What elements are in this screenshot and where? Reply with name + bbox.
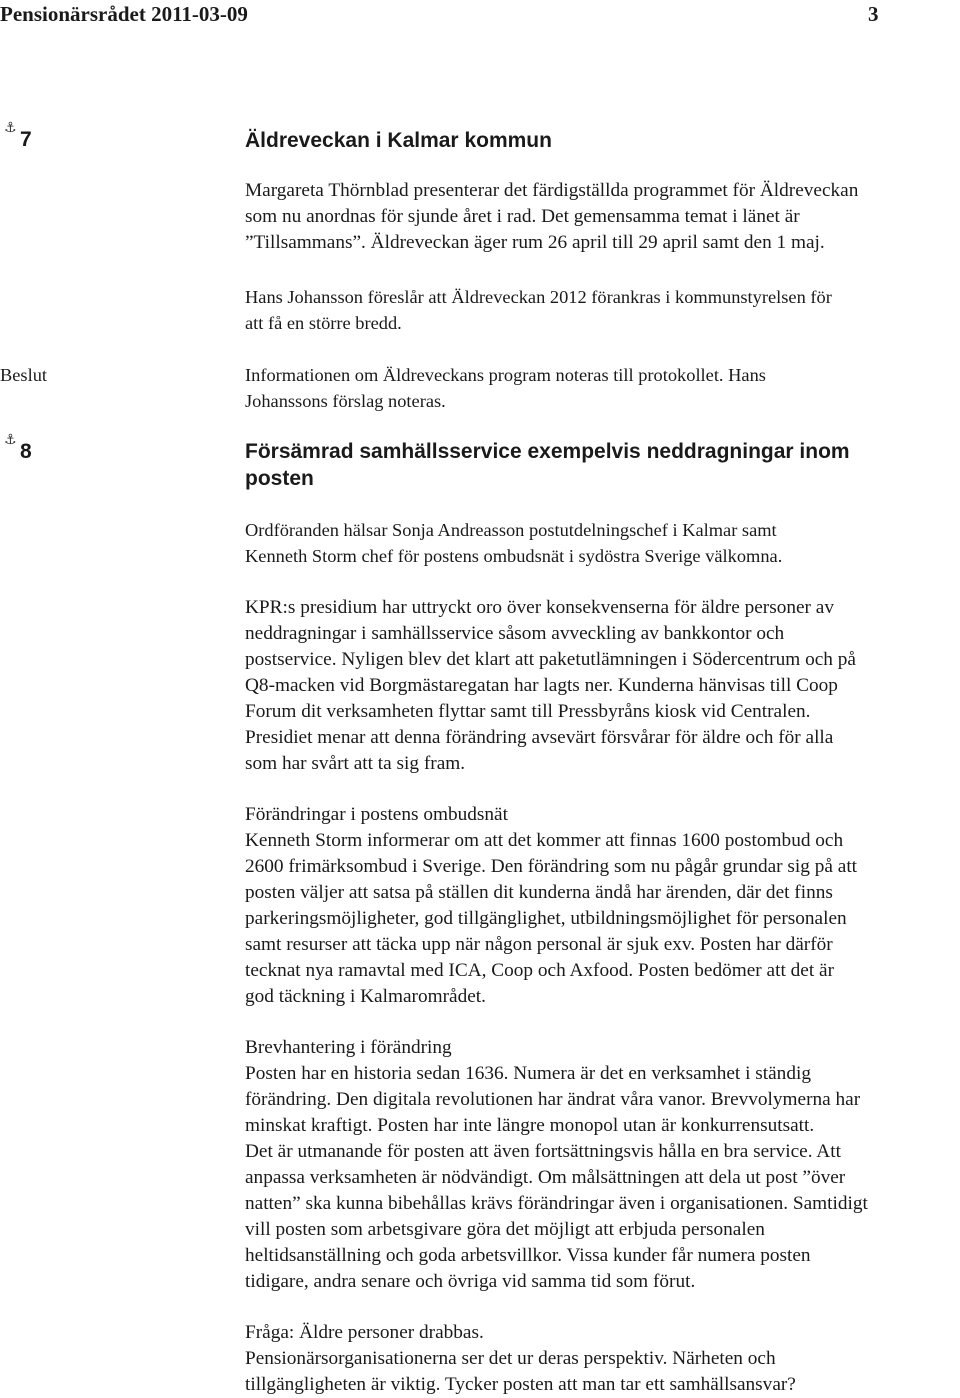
section8-paragraph-2: KPR:s presidium har uttryckt oro över konsekvenserna för äldre personer av neddragningar i samhällsservice såsom avveckling av bankkontor och postservice. Nyligen blev det klart att paketutlämningen i Södercentrum och på Q8-macken vid Borgmästaregatan har lagts ner. Kunderna hänvisas till Coop Forum dit verksamheten flyttar samt till Pressbyråns kiosk vid Centralen. Presidiet menar att denna förändring avsevärt försvårar för äldre och för alla som har svårt att ta sig fram. xyxy=(245,597,856,774)
section7-paragraph-2: Hans Johansson föreslår att Äldreveckan 2012 förankras i kommunstyrelsen för att få en större bredd. xyxy=(245,287,832,333)
subheading: Brevhantering i förändring xyxy=(245,1037,452,1058)
section-title: Äldreveckan i Kalmar kommun xyxy=(245,129,552,152)
section-number: 7 xyxy=(20,128,32,151)
section8-paragraph-5: Fråga: Äldre personer drabbas. Pensionärsorganisationerna ser det ur deras perspektiv. Närheten och tillgängligheten är viktig. Tycker posten att man tar ett samhällsansvar? xyxy=(245,1322,796,1395)
header-title: Pensionärsrådet 2011-03-09 xyxy=(0,2,248,26)
page-number: 3 xyxy=(868,2,879,26)
page-header xyxy=(0,0,960,36)
section8-paragraph-4: Brevhantering i förändring Posten har en historia sedan 1636. Numera är det en verksamhet i ständig förändring. Den digitala revolutionen har ändrat våra vanor. Brevvolymerna har minskat kraftigt. Posten har inte längre monopol utan är konkurrensutsatt. Det är utmanande för posten att även fortsättningsvis hålla en bra service. Att anpassa verksamheten är nödvändigt. Om målsättningen att dela ut post ”över natten” ska kunna bibehållas krävs förändringar även i organisationen. Samtidigt vill posten som arbetsgivare göra det möjligt att erbjuda personalen heltidsanställning och goda arbetsvillkor. Vissa kunder får numera posten tidigare, andra senare och övriga vid samma tid som förut. xyxy=(245,1035,960,1295)
beslut-label: Beslut xyxy=(0,365,48,385)
section-title: Försämrad samhällsservice exempelvis neddragningar inom posten xyxy=(245,440,850,490)
section-number: 8 xyxy=(20,440,32,463)
beslut-text: Informationen om Äldreveckans program noteras till protokollet. Hans Johanssons förslag noteras. xyxy=(245,365,766,411)
subheading: Förändringar i postens ombudsnät xyxy=(245,804,508,825)
section8-paragraph-1: Ordföranden hälsar Sonja Andreasson postutdelningschef i Kalmar samt Kenneth Storm chef för postens ombudsnät i sydöstra Sverige välkomna. xyxy=(245,520,783,566)
section7-paragraph-1: Margareta Thörnblad presenterar det färdigställda programmet för Äldreveckan som nu anordnas för sjunde året i rad. Det gemensamma temat i länet är ”Tillsammans”. Äldreveckan äger rum 26 april till 29 april samt den 1 maj. xyxy=(245,180,859,253)
anchor-icon: ⚓︎ xyxy=(4,432,17,448)
anchor-icon: ⚓︎ xyxy=(4,120,17,136)
section8-paragraph-3: Förändringar i postens ombudsnät Kenneth Storm informerar om att det kommer att finnas 1600 postombud och 2600 frimärksombud i Sverige. Den förändring som nu pågår grundar sig på att posten väljer att satsa på ställen dit kunderna ändå har ärenden, där det finns parkeringsmöjligheter, god tillgänglighet, utbildningsmöjlighet för personalen samt resurser att täcka upp när någon personal är sjuk exv. Posten har därför tecknat nya ramavtal med ICA, Coop och Axfood. Posten bedömer att det är god täckning i Kalmarområdet. xyxy=(245,802,960,1010)
